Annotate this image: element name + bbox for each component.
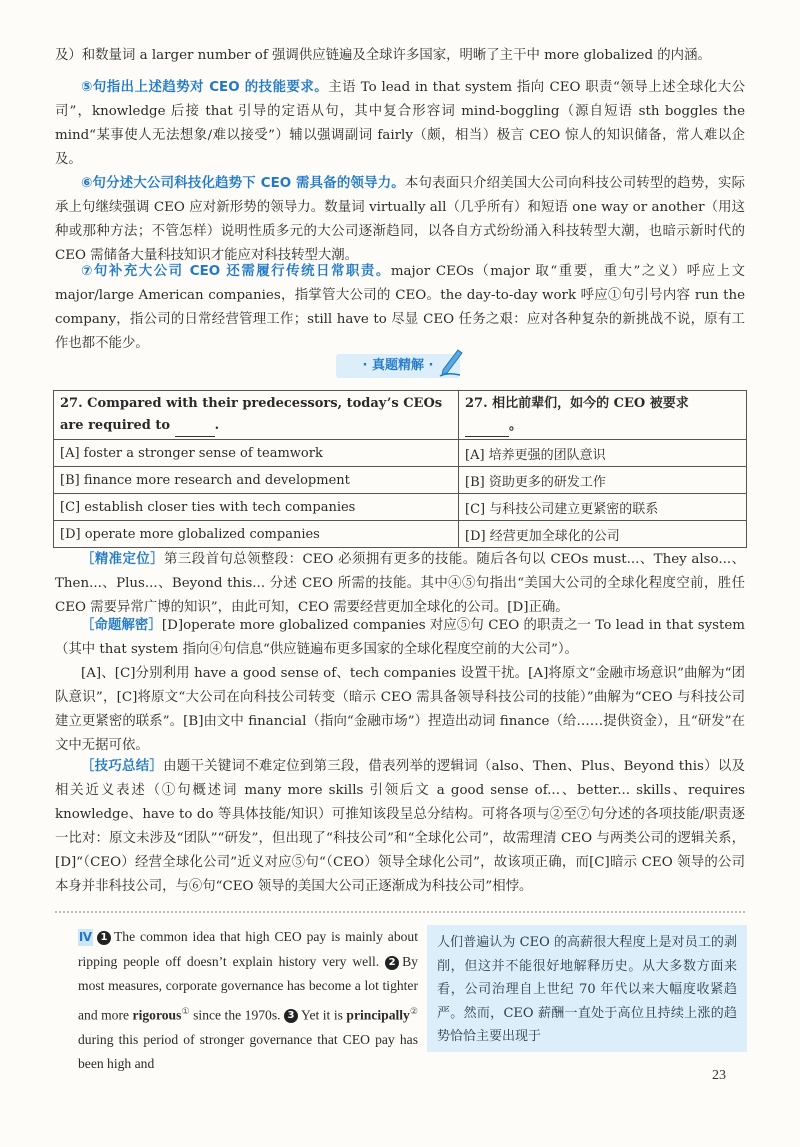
passage-excerpt	[78, 925, 418, 1077]
precise-locate-section	[55, 548, 745, 620]
decode-section-2: [A]、[C]分别利用 have a good sense of、tech companies 设置干扰。[A]将原文“金融市场意识”曲解为“团队意识”，[C]将原文“大公司在向科技公司转变（暗示 CEO 需具备领导科技公司的技能）”曲解为“CEO 与科技公司建立更紧密的联系”。[B]由文中 financial（指向“金融市场”）捏造出动词 finance（给……提供资金），且“研发”在文中无据可依。	[55, 666, 745, 753]
keyword-principally: principally	[346, 1007, 410, 1023]
sentence-marker-2: 2	[385, 956, 399, 970]
question-stem-en: 27. Compared with their predecessors, today’s CEOs are required to .	[54, 391, 459, 440]
skill-summary-section	[55, 755, 745, 899]
sentence-3a: Yet it is	[301, 1007, 343, 1023]
page-number: 23	[712, 1068, 726, 1083]
analysis-5-body: 主语 To lead in that system 指向 CEO 职责“领导上述全球化大公司”，knowledge 后接 that 引导的定语从句，其中复合形容词 mind-boggling（源自短语 sth boggles the mind“某事使人无法想象/难以接受”）辅以强调副词 fairly（颇，相当）极言 CEO 惊人的知识储备，常人难以企及。	[55, 80, 745, 167]
sentence-3c: during this period of stronger governance that CEO pay has been high and	[78, 1031, 418, 1072]
sentence-2a: By most measures, corporate governance has become a lot tighter and more	[78, 953, 418, 1023]
sentence-marker-3: 3	[284, 1009, 298, 1023]
decode-tag: ［命题解密］	[81, 618, 162, 633]
section-banner: · 真题精解 ·	[336, 354, 460, 378]
paragraph-numeral: Ⅳ	[78, 930, 93, 944]
analysis-7-body: major CEOs（major 取“重要，重大”之义）呼应上文 major/large American companies，指掌管大公司的 CEO。the day-to-day work 呼应①句引号内容 run the company，指公司的日常经营管理工作；still have to 尽显 CEO 任务之艰：应对各种复杂的新挑战不说，原有工作也都不能少。	[55, 264, 745, 351]
option-a-en: [A] foster a stronger sense of teamwork	[54, 440, 459, 467]
section-divider	[55, 911, 745, 913]
pen-icon	[438, 348, 464, 378]
skill-summary-body: 由题干关键词不难定位到第三段，借表列举的逻辑词（also、Then、Plus、Beyond this）以及相关近义表述（①句概述词 many more skills 引领后文 a good sense of...、better... skills、requires knowledge、have to do 等具体技能/知识）可推知该段呈总分结构。可将各项与②至⑦句分述的各项技能/职责逐一比对：原文未涉及“团队”“研发”，但出现了“科技公司”和“全球化公司”，故需理清 CEO 与两类公司的逻辑关系，[D]“（CEO）经营全球化公司”近义对应⑤句“（CEO）领导全球化公司”，故该项正确，而[C]暗示 CEO 领导的公司本身并非科技公司，与⑥句“CEO 领导的美国大公司正逐渐成为科技公司”相悖。	[55, 759, 745, 894]
sentence-2c: since the 1970s.	[193, 1007, 281, 1023]
option-b-en: [B] finance more research and development	[54, 467, 459, 494]
footnote-marker-1: ①	[181, 1005, 190, 1016]
paragraph-top: 及）和数量词 a larger number of 强调供应链遍及全球许多国家，明晰了主干中 more globalized 的内涵。	[55, 48, 711, 63]
precise-locate-body: 第三段首句总领整段：CEO 必须拥有更多的技能。随后各句以 CEOs must...、They also...、Then...、Plus...、Beyond this... 分述 CEO 所需的技能。其中④⑤句指出“美国大公司的全球化程度空前，胜任 CEO 需要异常广博的知识”，由此可知，CEO 需要经营更加全球化的公司。[D]正确。	[55, 552, 745, 615]
analysis-sentence-5	[55, 76, 745, 172]
analysis-6-heading: ⑥句分述大公司科技化趋势下 CEO 需具备的领导力。	[81, 176, 405, 191]
decode-body: [D]operate more globalized companies 对应⑤句 CEO 的职责之一 To lead in that system（其中 that system 指向④句信息“供应链遍布更多国家的全球化程度空前的大公司”）。	[55, 618, 746, 657]
analysis-5-heading: ⑤句指出上述趋势对 CEO 的技能要求。	[81, 80, 329, 95]
question-table	[53, 390, 747, 548]
answer-blank	[175, 423, 215, 437]
sentence-1: The common idea that high CEO pay is mainly about ripping people off doesn’t explain history very well.	[78, 929, 418, 969]
option-c-zh: [C] 与科技公司建立更紧密的联系	[459, 494, 747, 521]
question-stem-zh: 27. 相比前辈们，如今的 CEO 被要求 。	[459, 391, 747, 440]
option-b-zh: [B] 资助更多的研发工作	[459, 467, 747, 494]
skill-summary-tag: ［技巧总结］	[81, 759, 164, 774]
analysis-7-heading: ⑦句补充大公司 CEO 还需履行传统日常职责。	[81, 264, 391, 279]
answer-blank-zh	[465, 423, 509, 437]
translation-box: 人们普遍认为 CEO 的高薪很大程度上是对员工的剥削，但这并不能很好地解释历史。从大多数方面来看，公司治理自上世纪 70 年代以来大幅度收紧趋严。然而，CEO 薪酬一直处于高位且持续上涨的趋势恰恰主要出现于	[427, 925, 747, 1052]
decode-section	[55, 614, 745, 662]
option-d-zh: [D] 经营更加全球化的公司	[459, 521, 747, 548]
option-d-en: [D] operate more globalized companies	[54, 521, 459, 548]
option-a-zh: [A] 培养更强的团队意识	[459, 440, 747, 467]
footnote-marker-2: ②	[409, 1005, 418, 1016]
analysis-6-body: 本句表面只介绍美国大公司向科技公司转型的趋势，实际承上句继续强调 CEO 应对新形势的领导力。数量词 virtually all（几乎所有）和短语 one way or another（用这种或那种方法；不管怎样）说明性质多元的大公司逐渐趋同，以各自方式纷纷涌入科技转型大潮，也暗示新时代的 CEO 需储备大量科技知识才能应对科技转型大潮。	[55, 176, 745, 263]
sentence-marker-1: 1	[97, 931, 111, 945]
analysis-sentence-7	[55, 260, 745, 356]
option-c-en: [C] establish closer ties with tech companies	[54, 494, 459, 521]
precise-locate-tag: ［精准定位］	[81, 552, 165, 567]
analysis-sentence-6	[55, 172, 745, 268]
keyword-rigorous: rigorous	[132, 1007, 182, 1023]
